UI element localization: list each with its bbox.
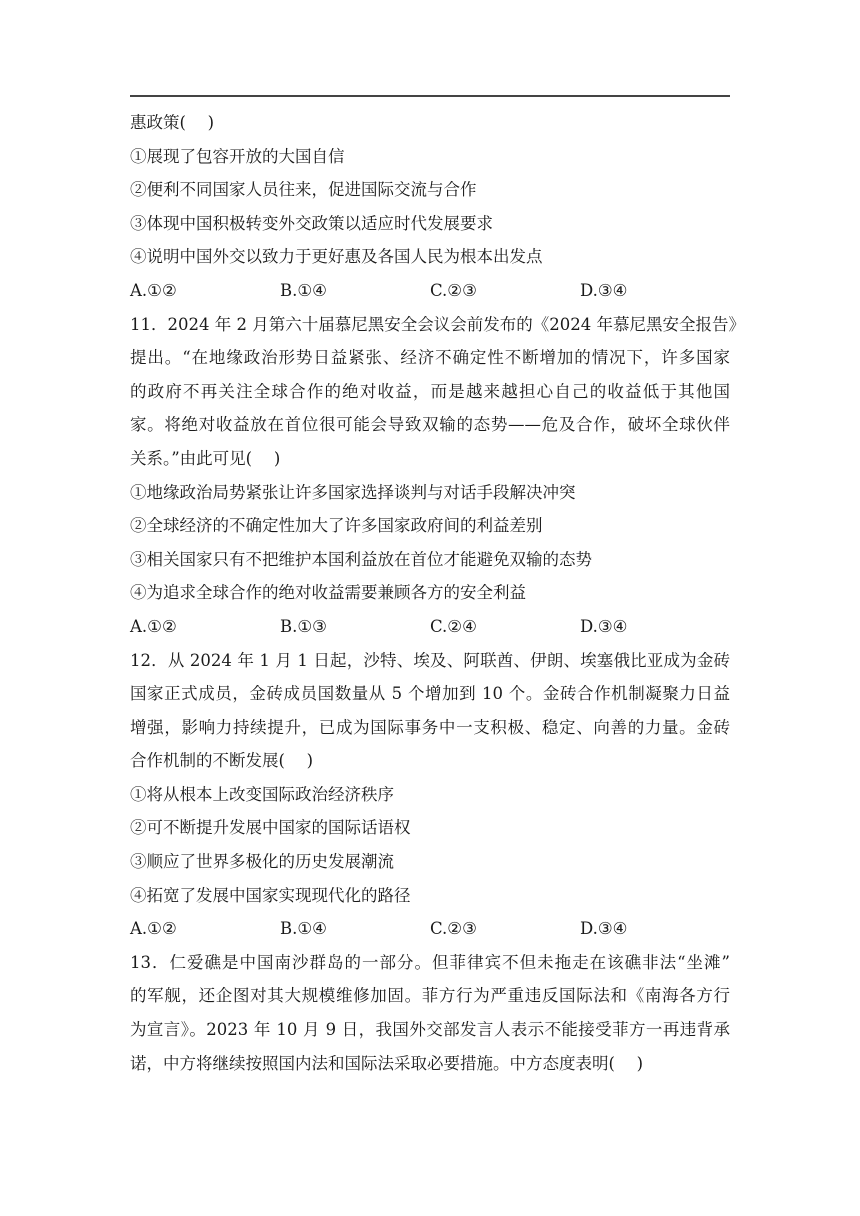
option-d: D.③④ (580, 280, 628, 300)
statement-4: ④为追求全球合作的绝对收益需要兼顾各方的安全利益 (130, 583, 526, 603)
question-stem-line: 合作机制的不断发展( ) (130, 751, 314, 771)
option-c: C.②③ (430, 280, 477, 300)
question-10 (130, 106, 730, 308)
question-stem-line: 提出。“在地缘政治形势日益紧张、经济不确定性不断增加的情况下，许多国家 (130, 348, 730, 368)
answer-options (130, 912, 730, 946)
question-stem-line: 的军舰，还企图对其大规模维修加固。菲方行为严重违反国际法和《南海各方行 (130, 986, 730, 1006)
statement-3: ③相关国家只有不把维护本国利益放在首位才能避免双输的态势 (130, 549, 592, 569)
question-13 (130, 946, 730, 1080)
option-d: D.③④ (580, 616, 628, 636)
option-d: D.③④ (580, 919, 628, 939)
question-stem-line: 诺，中方将继续按照国内法和国际法采取必要措施。中方态度表明( ) (130, 1053, 644, 1073)
question-stem-line: 13．仁爱礁是中国南沙群岛的一部分。但菲律宾不但未拖走在该礁非法“坐滩” (130, 952, 730, 972)
statement-3: ③顺应了世界多极化的历史发展潮流 (130, 852, 394, 872)
question-stem-line: 增强，影响力持续提升，已成为国际事务中一支积极、稳定、向善的力量。金砖 (130, 717, 730, 737)
statement-1: ①地缘政治局势紧张让许多国家选择谈判与对话手段解决冲突 (130, 482, 576, 502)
question-12 (130, 644, 730, 946)
question-stem-line: 的政府不再关注全球合作的绝对收益，而是越来越担心自己的收益低于其他国 (130, 381, 730, 401)
answer-options (130, 610, 730, 644)
question-stem-line: 12．从 2024 年 1 月 1 日起，沙特、埃及、阿联酋、伊朗、埃塞俄比亚成为金砖 (130, 650, 730, 670)
option-a: A.①② (130, 616, 177, 636)
question-stem-line: 关系。”由此可见( ) (130, 448, 281, 468)
statement-1: ①将从根本上改变国际政治经济秩序 (130, 784, 394, 804)
question-stem-line: 为宣言》。2023 年 10 月 9 日，我国外交部发言人表示不能接受菲方一再违背承 (130, 1020, 730, 1040)
statement-1: ①展现了包容开放的大国自信 (130, 146, 345, 166)
statement-4: ④拓宽了发展中国家实现现代化的路径 (130, 885, 411, 905)
statement-2: ②全球经济的不确定性加大了许多国家政府间的利益差别 (130, 516, 543, 536)
answer-options (130, 274, 730, 308)
option-b: B.①④ (280, 280, 327, 300)
question-11 (130, 308, 745, 644)
option-c: C.②③ (430, 919, 477, 939)
statement-2: ②可不断提升发展中国家的国际话语权 (130, 818, 411, 838)
statement-3: ③体现中国积极转变外交政策以适应时代发展要求 (130, 213, 493, 233)
question-stem-line: 11．2024 年 2 月第六十届慕尼黑安全会议会前发布的《2024 年慕尼黑安全报告》 (130, 314, 745, 334)
option-a: A.①② (130, 919, 177, 939)
statement-4: ④说明中国外交以致力于更好惠及各国人民为根本出发点 (130, 247, 543, 267)
question-content (130, 106, 745, 1080)
question-stem-line: 国家正式成员，金砖成员国数量从 5 个增加到 10 个。金砖合作机制凝聚力日益 (130, 684, 730, 704)
option-c: C.②④ (430, 616, 477, 636)
question-stem-line: 惠政策( ) (130, 113, 215, 132)
question-stem-line: 家。将绝对收益放在首位很可能会导致双输的态势——危及合作，破坏全球伙伴 (130, 415, 730, 435)
option-b: B.①④ (280, 919, 327, 939)
option-b: B.①③ (280, 616, 327, 636)
header-rule (130, 95, 730, 97)
statement-2: ②便利不同国家人员往来，促进国际交流与合作 (130, 180, 477, 200)
option-a: A.①② (130, 280, 177, 300)
